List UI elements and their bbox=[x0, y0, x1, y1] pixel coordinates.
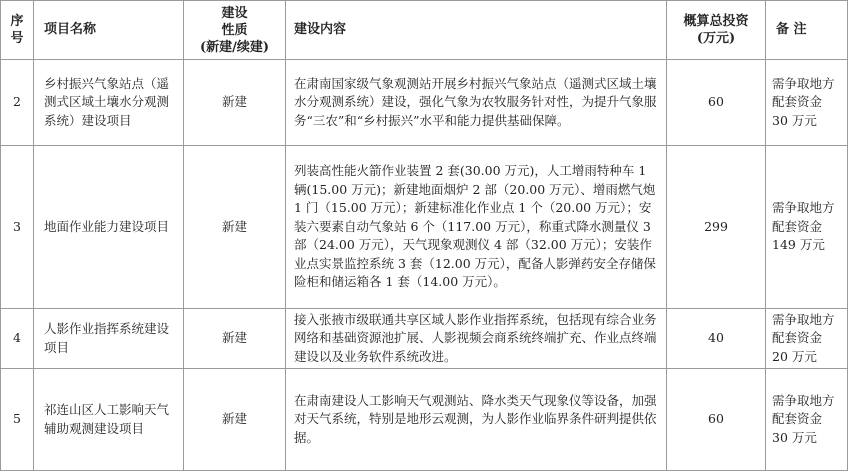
header-invest: 概算总投资 (万元) bbox=[667, 1, 766, 60]
row-name: 乡村振兴气象站点（遥测式区域土壤水分观测系统）建设项目 bbox=[34, 60, 184, 146]
row-invest: 299 bbox=[667, 146, 766, 309]
row-name: 人影作业指挥系统建设项目 bbox=[34, 309, 184, 369]
header-name: 项目名称 bbox=[34, 1, 184, 60]
row-no: 4 bbox=[1, 309, 34, 369]
row-content: 列装高性能火箭作业装置 2 套(30.00 万元)，人工增雨特种车 1 辆(15.00 万元)；新建地面烟炉 2 部（20.00 万元）、增雨燃气炮 1 门（15.00 万元）；新建标准化作业点 1 个（20.00 万元）；安装六要素自动气象站 6 个（117.00 万元），称重式降水测量仪 3 部（24.00 万元），天气现象观测仪 4 部（32.00 万元）；安装作业点实景监控系统 3 套（12.00 万元），配备人影弹药安全存储保险柜和储运箱各 1 套（14.00 万元）。 bbox=[286, 146, 667, 309]
row-nature: 新建 bbox=[184, 146, 286, 309]
row-content: 在肃南国家级气象观测站开展乡村振兴气象站点（遥测式区域土壤水分观测系统）建设，强化气象为农牧服务针对性，为提升气象服务“三农”和“乡村振兴”水平和能力提供基础保障。 bbox=[286, 60, 667, 146]
row-invest: 60 bbox=[667, 60, 766, 146]
row-remark: 需争取地方配套资金 149 万元 bbox=[766, 146, 848, 309]
row-name: 祁连山区人工影响天气辅助观测建设项目 bbox=[34, 369, 184, 471]
table-row bbox=[1, 60, 848, 146]
header-remark: 备 注 bbox=[766, 1, 848, 60]
header-no: 序 号 bbox=[1, 1, 34, 60]
row-content: 接入张掖市级联通共享区域人影作业指挥系统，包括现有综合业务网络和基础资源池扩展、人影视频会商系统终端扩充、作业点终端建设以及业务软件系统改进。 bbox=[286, 309, 667, 369]
row-invest: 60 bbox=[667, 369, 766, 471]
row-remark: 需争取地方配套资金 30 万元 bbox=[766, 369, 848, 471]
row-nature: 新建 bbox=[184, 369, 286, 471]
row-no: 5 bbox=[1, 369, 34, 471]
table-row bbox=[1, 146, 848, 309]
header-nature: 建设 性质 (新建/续建) bbox=[184, 1, 286, 60]
table-row bbox=[1, 369, 848, 471]
header-content: 建设内容 bbox=[286, 1, 667, 60]
row-invest: 40 bbox=[667, 309, 766, 369]
row-remark: 需争取地方配套资金 20 万元 bbox=[766, 309, 848, 369]
row-no: 2 bbox=[1, 60, 34, 146]
row-no: 3 bbox=[1, 146, 34, 309]
row-name: 地面作业能力建设项目 bbox=[34, 146, 184, 309]
row-nature: 新建 bbox=[184, 60, 286, 146]
table-header-row bbox=[1, 1, 848, 60]
table-row bbox=[1, 309, 848, 369]
row-nature: 新建 bbox=[184, 309, 286, 369]
row-remark: 需争取地方配套资金 30 万元 bbox=[766, 60, 848, 146]
row-content: 在肃南建设人工影响天气观测站、降水类天气现象仪等设备，加强对天气系统，特别是地形云观测，为人影作业临界条件研判提供依据。 bbox=[286, 369, 667, 471]
